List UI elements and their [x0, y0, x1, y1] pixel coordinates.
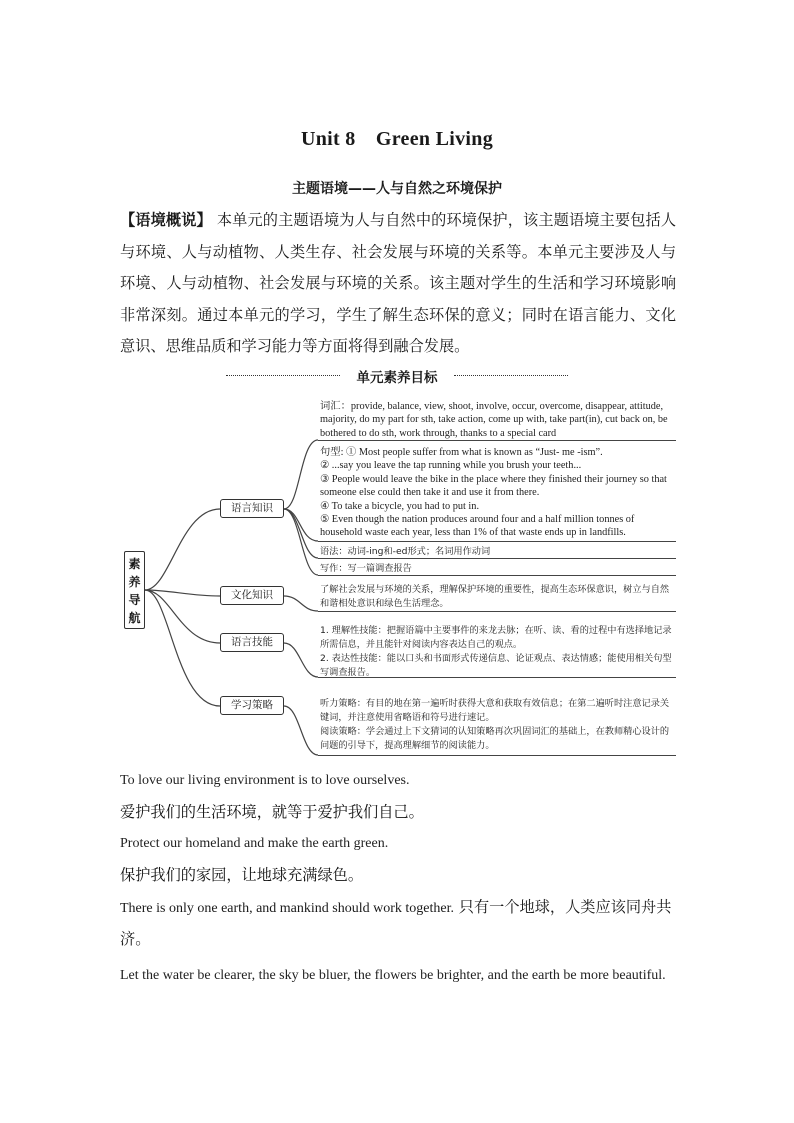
root-char-3: 导: [128, 593, 141, 607]
underline-strategies: [318, 755, 676, 756]
root-char-1: 素: [128, 557, 141, 571]
intro-label: 【语境概说】: [120, 211, 212, 229]
strategy-2: 阅读策略：学会通过上下文猜词的认知策略再次巩固词汇的基础上，在教师精心设计的问题的引导下，提高理解细节的阅读能力。: [320, 726, 670, 751]
sentence-2: ② ...say you leave the tap running while you brush your teeth...: [320, 460, 582, 472]
quote-2-en: Protect our homeland and make the earth green.: [120, 836, 389, 851]
branch-cultural-knowledge: 文化知识: [220, 586, 284, 605]
leaf-strategies: [320, 697, 676, 753]
quote-3: [120, 892, 680, 956]
quote-3-en: There is only one earth, and mankind should work together.: [120, 901, 454, 916]
branch-language-knowledge: 语言知识: [220, 499, 284, 518]
quote-4-en: Let the water be clearer, the sky be bluer, the flowers be brighter, and the earth be more beautiful.: [120, 968, 666, 983]
underline-sentences: [318, 541, 676, 542]
sentence-3: ③ People would leave the bike in the place where they finished their journey so that someone else could then take it and use it from there.: [320, 473, 667, 499]
underline-grammar: [318, 558, 676, 559]
section-heading-label: 单元素养目标: [356, 370, 438, 386]
underline-skills: [318, 677, 676, 678]
leaf-sentences: [320, 446, 676, 540]
sentence-1: 句型: ① Most people suffer from what is known as “Just- me -ism”.: [320, 447, 603, 458]
leaf-writing: 写作：写一篇调查报告: [320, 563, 412, 574]
underline-writing: [318, 575, 676, 576]
leaf-vocabulary: 词汇：provide, balance, view, shoot, involve, occur, overcome, disappear, attitude, majority, do my part for sth, take action, come up with, take part(in), cut back on, be bothered to do sth, work through, thanks to a special card: [320, 401, 668, 439]
theme-subtitle: 主题语境——人与自然之环境保护: [292, 181, 502, 197]
underline-vocabulary: [318, 440, 676, 441]
quote-3-cn: 只有一个地球，人类应该同舟共济。: [120, 898, 672, 948]
branch-language-skills: 语言技能: [220, 633, 284, 652]
underline-culture: [318, 611, 676, 612]
root-char-2: 养: [128, 575, 141, 589]
branch-learning-strategies: 学习策略: [220, 696, 284, 715]
quote-1-en: To love our living environment is to love ourselves.: [120, 773, 410, 788]
sentence-5: ⑤ Even though the nation produces around four and a half million tonnes of household waste each year, less than 1% of that waste ends up in landfills.: [320, 514, 635, 539]
leaf-grammar: 语法：动词-ing和-ed形式；名词用作动词: [320, 546, 491, 557]
leaf-culture: 了解社会发展与环境的关系，理解保护环境的重要性，提高生态环保意识，树立与自然和谐相处意识和绿色生活理念。: [320, 584, 670, 609]
intro-text: 本单元的主题语境为人与自然中的环境保护，该主题语境主要包括人与环境、人与动植物、人类生存、社会发展与环境的关系等。本单元主要涉及人与环境、人与动植物、社会发展与环境的关系。该主题对学生的生活和学习环境影响非常深刻。通过本单元的学习，学生了解生态环保的意义；同时在语言能力、文化意识、思维品质和学习能力等方面将得到融合发展。: [120, 211, 677, 355]
root-node: [124, 551, 145, 629]
skill-2: 2. 表达性技能：能以口头和书面形式传递信息、论证观点、表达情感；能使用相关句型写调查报告。: [320, 653, 672, 678]
leaf-skills: [320, 624, 676, 680]
sentence-4: ④ To take a bicycle, you had to put in.: [320, 500, 480, 512]
quote-2-cn: 保护我们的家园，让地球充满绿色。: [120, 866, 363, 884]
root-char-4: 航: [128, 611, 141, 625]
quote-1-cn: 爱护我们的生活环境，就等于爱护我们自己。: [120, 803, 424, 821]
skill-1: 1. 理解性技能：把握语篇中主要事件的来龙去脉；在听、读、看的过程中有选择地记录所需信息，并且能针对阅读内容表达自己的观点。: [320, 625, 672, 650]
strategy-1: 听力策略：有目的地在第一遍听时获得大意和获取有效信息；在第二遍听时注意记录关键词，并注意使用省略语和符号进行速记。: [320, 698, 670, 723]
page-title: Unit 8 Green Living: [300, 128, 493, 150]
